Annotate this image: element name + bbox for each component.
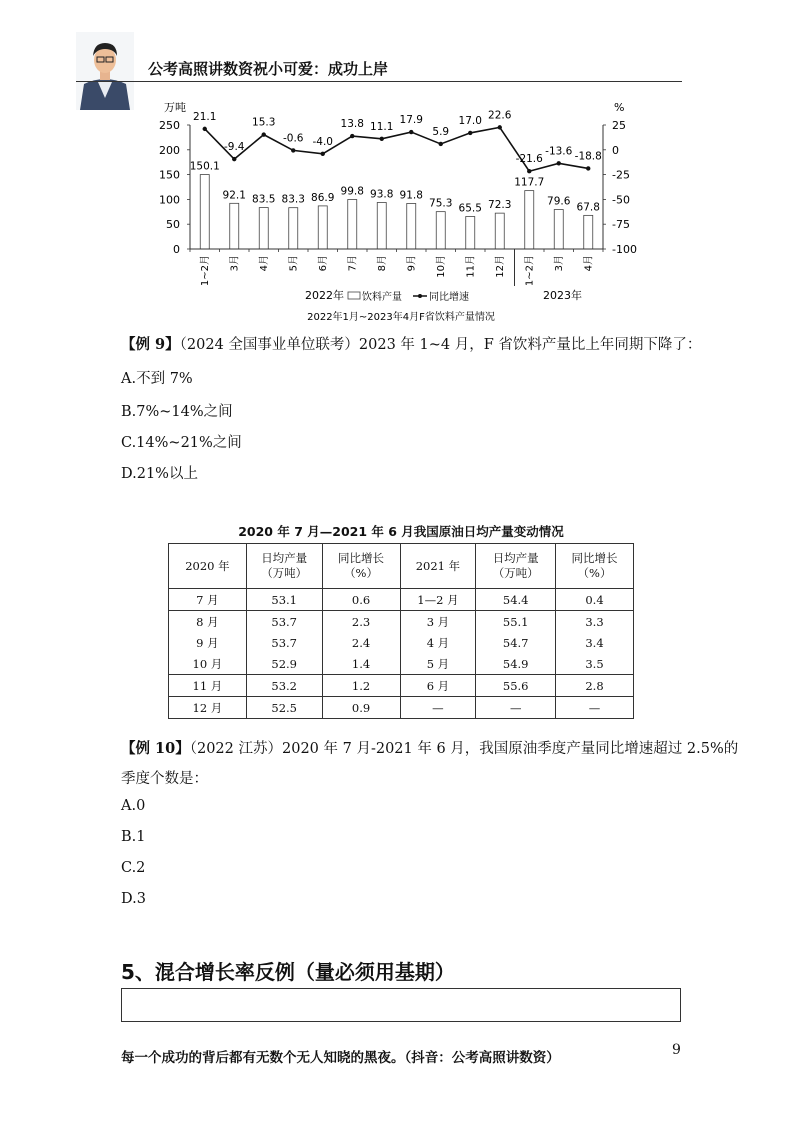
line-label: -0.6	[283, 132, 304, 145]
right-tick-label: 25	[612, 119, 626, 132]
question-10-line2: 季度个数是：	[121, 771, 208, 787]
table-title: 2020 年 7 月—2021 年 6 月我国原油日均产量变动情况	[238, 524, 564, 539]
table-cell: 3.5	[556, 653, 634, 675]
table-header-cell	[169, 544, 247, 589]
table-cell: 1.4	[322, 653, 400, 675]
table-cell: 55.1	[476, 611, 556, 633]
line-point	[498, 125, 502, 129]
bar-label: 72.3	[488, 199, 512, 212]
crude-oil-table	[168, 543, 634, 719]
line-point	[291, 148, 295, 152]
table-row	[169, 653, 634, 675]
legend-bar-swatch	[348, 292, 360, 299]
header-text: （%）	[344, 566, 378, 580]
table-cell: 3.3	[556, 611, 634, 633]
bar-label: 83.3	[281, 193, 305, 206]
bar-label: 117.7	[514, 176, 545, 189]
line-label: 15.3	[252, 116, 276, 129]
right-axis-unit: %	[614, 101, 625, 114]
table-cell: 9 月	[169, 632, 247, 653]
header-text: 日均产量	[261, 551, 308, 565]
table-cell: 4 月	[400, 632, 476, 653]
q10-option-a: A.0	[121, 798, 146, 814]
header-title: 公考高照讲数资祝小可爱：成功上岸	[148, 60, 389, 78]
table-cell: 11 月	[169, 675, 247, 697]
line-label: -21.6	[515, 153, 543, 166]
table-cell: 53.7	[246, 611, 322, 633]
bar-label: 99.8	[340, 185, 364, 198]
category-labels	[199, 255, 595, 286]
table-row	[169, 632, 634, 653]
bar	[495, 213, 504, 249]
bar	[436, 212, 445, 249]
line-point	[232, 157, 236, 161]
line-label: 11.1	[370, 120, 394, 133]
table-cell: —	[556, 697, 634, 719]
table-cell: 1.2	[322, 675, 400, 697]
question-10-tag: 【例 10】	[121, 740, 190, 757]
line-point	[586, 166, 590, 170]
year-label-2023: 2023年	[543, 289, 582, 302]
line-label-series	[193, 109, 602, 165]
question-10-text: （2022 江苏）2020 年 7 月-2021 年 6 月，我国原油季度产量同比增速超过 2.5%的	[189, 741, 739, 757]
header-text: （万吨）	[492, 566, 539, 580]
header-text: 同比增长	[338, 551, 385, 565]
line-series	[203, 125, 591, 173]
category-label: 3月	[229, 255, 241, 272]
q9-option-c: C.14%~21%之间	[121, 435, 242, 451]
category-label: 12月	[494, 255, 506, 278]
table-cell: 52.9	[246, 653, 322, 675]
year-label-2022: 2022年	[305, 289, 344, 302]
table-cell: 7 月	[169, 589, 247, 611]
table-cell: 0.6	[322, 589, 400, 611]
left-tick-label: 0	[173, 243, 180, 256]
table-cell: 53.7	[246, 632, 322, 653]
bar-label: 92.1	[222, 189, 246, 202]
line-label: -9.4	[224, 141, 245, 154]
category-label: 7月	[347, 255, 359, 272]
q9-option-b: B.7%~14%之间	[121, 404, 233, 420]
header-divider	[76, 81, 682, 82]
table-cell: 3.4	[556, 632, 634, 653]
bar-label: 83.5	[252, 193, 276, 206]
left-tick-label: 100	[159, 193, 180, 207]
right-tick-label: 0	[612, 143, 619, 157]
bar-label: 67.8	[576, 201, 600, 214]
line-point	[439, 142, 443, 146]
right-tick-label: -25	[612, 168, 630, 182]
table-row	[169, 697, 634, 719]
category-label: 9月	[406, 255, 418, 272]
line-point	[468, 131, 472, 135]
category-label: 4月	[583, 255, 595, 272]
table-cell: 10 月	[169, 653, 247, 675]
bar	[318, 206, 327, 249]
table-header-cell	[476, 544, 556, 589]
table-cell: 53.1	[246, 589, 322, 611]
table-cell: —	[476, 697, 556, 719]
bar-label: 75.3	[429, 197, 453, 210]
header-text: 日均产量	[492, 551, 539, 565]
table-cell: 2.8	[556, 675, 634, 697]
page-number: 9	[672, 1042, 681, 1058]
category-label: 1~2月	[199, 255, 211, 287]
category-label: 4月	[258, 255, 270, 272]
table-cell: 53.2	[246, 675, 322, 697]
footer-text: 每一个成功的背后都有无数个无人知晓的黑夜。（抖音：公考高照讲数资）	[121, 1050, 560, 1066]
section-title: 5、混合增长率反例（量必须用基期）	[121, 960, 455, 984]
line-point	[380, 137, 384, 141]
table-cell: 2.4	[322, 632, 400, 653]
right-tick-label: -75	[612, 218, 630, 232]
line-label: 13.8	[340, 118, 364, 131]
legend-line-label: 同比增速	[429, 292, 469, 303]
category-label: 10月	[435, 255, 447, 278]
bar	[466, 217, 475, 249]
bar	[407, 203, 416, 249]
left-tick-label: 200	[159, 143, 180, 157]
q10-option-c: C.2	[121, 860, 146, 876]
table-cell: 0.9	[322, 697, 400, 719]
table-cell: 0.4	[556, 589, 634, 611]
axes	[187, 125, 606, 286]
table-header-row	[169, 544, 634, 589]
left-axis-unit: 万吨	[164, 101, 186, 114]
bar-label: 93.8	[370, 188, 394, 201]
category-label: 3月	[553, 255, 565, 272]
page-header	[76, 24, 682, 82]
category-label: 8月	[376, 255, 388, 272]
line-point	[350, 134, 354, 138]
chart-caption: 2022年1月~2023年4月F省饮料产量情况	[307, 312, 495, 323]
table-cell: 3 月	[400, 611, 476, 633]
left-tick-label: 150	[159, 168, 180, 182]
q9-option-d: D.21%以上	[121, 466, 198, 482]
line-point	[527, 169, 531, 173]
question-10	[121, 737, 738, 758]
line-point	[203, 127, 207, 131]
left-tick-label: 50	[166, 218, 180, 232]
line-point	[321, 152, 325, 156]
table-cell: 54.9	[476, 653, 556, 675]
table-cell: 52.5	[246, 697, 322, 719]
line-point	[262, 132, 266, 136]
bar	[377, 202, 386, 249]
legend-bar-label: 饮料产量	[362, 292, 402, 303]
header-text: （%）	[577, 566, 612, 580]
q9-option-a: A.不到 7%	[121, 371, 193, 387]
bar	[525, 191, 534, 249]
line-label: -18.8	[574, 150, 602, 163]
table-cell: 6 月	[400, 675, 476, 697]
bar-label: 86.9	[311, 191, 335, 204]
question-9-tag: 【例 9】	[121, 336, 180, 353]
table-header-cell	[556, 544, 634, 589]
category-label: 6月	[317, 255, 329, 272]
header-text: 2021 年	[415, 558, 461, 573]
line-label: 22.6	[488, 109, 512, 122]
line-label: 17.9	[399, 114, 423, 127]
legend-line-marker	[418, 294, 422, 298]
beverage-output-chart	[150, 96, 650, 328]
line-label: -4.0	[312, 135, 333, 148]
right-tick-label: -50	[612, 193, 630, 207]
bar	[289, 208, 298, 249]
q10-option-b: B.1	[121, 829, 146, 845]
category-label: 5月	[288, 255, 300, 272]
table-cell: 54.7	[476, 632, 556, 653]
bar-label: 79.6	[547, 195, 571, 208]
question-9	[121, 333, 701, 354]
table-cell: 54.4	[476, 589, 556, 611]
table-cell: 12 月	[169, 697, 247, 719]
author-avatar	[76, 32, 134, 110]
table-cell: 1—2 月	[400, 589, 476, 611]
header-text: 2020 年	[185, 558, 230, 573]
table-cell: 5 月	[400, 653, 476, 675]
table-cell: 2.3	[322, 611, 400, 633]
table-header-cell	[400, 544, 476, 589]
q10-option-d: D.3	[121, 891, 146, 907]
bar-label: 91.8	[399, 189, 423, 202]
table-row	[169, 589, 634, 611]
bar	[584, 215, 593, 249]
table-cell: 8 月	[169, 611, 247, 633]
bar	[259, 208, 268, 249]
line-point	[409, 130, 413, 134]
category-label: 1~2月	[524, 255, 536, 287]
table-row	[169, 611, 634, 633]
table-cell: —	[400, 697, 476, 719]
line-label: 5.9	[432, 125, 450, 138]
bar-label: 65.5	[458, 202, 482, 215]
line-label: 17.0	[458, 114, 482, 127]
table-header-cell	[246, 544, 322, 589]
left-tick-label: 250	[159, 119, 180, 132]
table-row	[169, 675, 634, 697]
bar	[348, 199, 357, 249]
line-point	[557, 161, 561, 165]
bar-label: 150.1	[189, 160, 220, 173]
right-tick-label: -100	[612, 243, 637, 256]
table-cell: 55.6	[476, 675, 556, 697]
header-text: 同比增长	[571, 551, 618, 565]
table-header-cell	[322, 544, 400, 589]
header-text: （万吨）	[261, 566, 308, 580]
bar	[230, 203, 239, 249]
bar	[200, 175, 209, 249]
line-label: 21.1	[193, 110, 217, 123]
bar	[554, 210, 563, 249]
answer-box	[121, 988, 681, 1022]
category-label: 11月	[465, 255, 477, 278]
question-9-text: （2024 全国事业单位联考）2023 年 1~4 月，F 省饮料产量比上年同期下降了：	[179, 337, 702, 353]
legend	[348, 290, 469, 303]
line-label: -13.6	[545, 145, 573, 158]
